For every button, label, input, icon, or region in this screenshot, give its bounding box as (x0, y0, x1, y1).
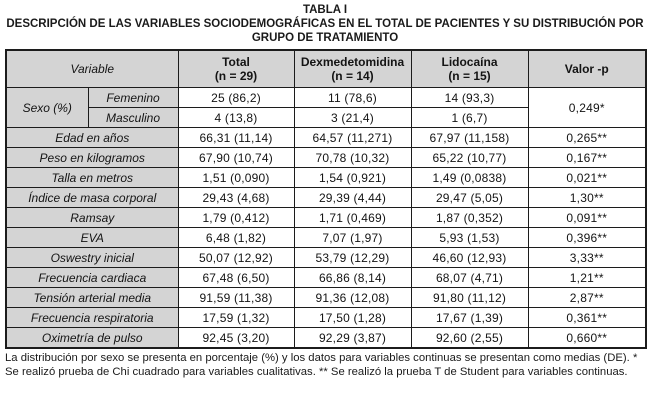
table-row-peso (6, 148, 646, 168)
cell-dex: 92,29 (3,87) (294, 328, 411, 349)
cell-sexo-pvalue: 0,249* (528, 88, 646, 128)
table-row-edad (6, 128, 646, 148)
cell-label: Frecuencia cardiaca (6, 268, 178, 288)
cell-dex: 1,71 (0,469) (294, 208, 411, 228)
cell-lido: 1,87 (0,352) (411, 208, 528, 228)
cell-total: 67,90 (10,74) (178, 148, 294, 168)
cell-pvalue: 1,21** (528, 268, 646, 288)
cell-dex: 29,39 (4,44) (294, 188, 411, 208)
cell-sexo-femenino-label: Femenino (88, 88, 178, 108)
footnote-statistical-tests: * Se realizó prueba de Chi cuadrado para variables cualitativas. ** Se realizó la prueba T de Student para variables continuas. (5, 352, 638, 378)
cell-dex: 70,78 (10,32) (294, 148, 411, 168)
cell-lido: 17,67 (1,39) (411, 308, 528, 328)
cell-sexo-label: Sexo (%) (6, 88, 88, 128)
cell-total: 92,45 (3,20) (178, 328, 294, 349)
cell-lido: 1,49 (0,0838) (411, 168, 528, 188)
header-variable: Variable (6, 50, 178, 88)
table-header-row (6, 50, 646, 88)
table-title-block (5, 3, 645, 45)
cell-lido: 91,80 (11,12) (411, 288, 528, 308)
header-pvalue: Valor -p (528, 50, 646, 88)
sociodemographic-table (5, 49, 647, 349)
cell-total: 29,43 (4,68) (178, 188, 294, 208)
cell-sexo-masculino-total: 4 (13,8) (178, 108, 294, 128)
header-total-name: Total (222, 55, 250, 69)
cell-sexo-masculino-lido: 1 (6,7) (411, 108, 528, 128)
cell-pvalue: 1,30** (528, 188, 646, 208)
cell-lido: 67,97 (11,158) (411, 128, 528, 148)
table-footnotes (5, 352, 649, 379)
cell-label: Talla en metros (6, 168, 178, 188)
cell-total: 50,07 (12,92) (178, 248, 294, 268)
cell-total: 17,59 (1,32) (178, 308, 294, 328)
header-dex-name: Dexmedetomidina (300, 55, 405, 69)
table-row-ramsay (6, 208, 646, 228)
header-lido-name: Lidocaína (441, 55, 498, 69)
cell-dex: 1,54 (0,921) (294, 168, 411, 188)
cell-total: 1,79 (0,412) (178, 208, 294, 228)
cell-dex: 66,86 (8,14) (294, 268, 411, 288)
cell-pvalue: 0,361** (528, 308, 646, 328)
header-lidocaina (411, 50, 528, 88)
cell-pvalue: 0,091** (528, 208, 646, 228)
cell-pvalue: 0,396** (528, 228, 646, 248)
cell-total: 67,48 (6,50) (178, 268, 294, 288)
cell-pvalue: 0,265** (528, 128, 646, 148)
cell-sexo-femenino-dex: 11 (78,6) (294, 88, 411, 108)
cell-sexo-femenino-total: 25 (86,2) (178, 88, 294, 108)
cell-pvalue: 0,660** (528, 328, 646, 349)
cell-lido: 92,60 (2,55) (411, 328, 528, 349)
cell-lido: 29,47 (5,05) (411, 188, 528, 208)
cell-dex: 53,79 (12,29) (294, 248, 411, 268)
cell-lido: 46,60 (12,93) (411, 248, 528, 268)
cell-label: Frecuencia respiratoria (6, 308, 178, 328)
table-row-eva (6, 228, 646, 248)
cell-pvalue: 0,167** (528, 148, 646, 168)
table-row-sexo-femenino (6, 88, 646, 108)
cell-lido: 5,93 (1,53) (411, 228, 528, 248)
table-row-oswestry (6, 248, 646, 268)
table-row-frecuencia-respiratoria (6, 308, 646, 328)
cell-dex: 91,36 (12,08) (294, 288, 411, 308)
cell-sexo-femenino-lido: 14 (93,3) (411, 88, 528, 108)
table-row-frecuencia-cardiaca (6, 268, 646, 288)
footnote-sex-distribution: La distribución por sexo se presenta en porcentaje (%) y los datos para variables continuas se presentan como medias (DE). (5, 352, 630, 364)
header-lido-n: (n = 15) (448, 69, 491, 83)
cell-dex: 17,50 (1,28) (294, 308, 411, 328)
table-row-tension-arterial (6, 288, 646, 308)
cell-total: 1,51 (0,090) (178, 168, 294, 188)
cell-dex: 64,57 (11,271) (294, 128, 411, 148)
cell-total: 66,31 (11,14) (178, 128, 294, 148)
table-row-oximetria (6, 328, 646, 349)
cell-sexo-masculino-label: Masculino (88, 108, 178, 128)
table-number: TABLA I (302, 4, 348, 16)
cell-lido: 65,22 (10,77) (411, 148, 528, 168)
cell-label: Edad en años (6, 128, 178, 148)
cell-sexo-masculino-dex: 3 (21,4) (294, 108, 411, 128)
header-dexmedetomidina (294, 50, 411, 88)
cell-label: EVA (6, 228, 178, 248)
header-total (178, 50, 294, 88)
cell-label: Ramsay (6, 208, 178, 228)
header-total-n: (n = 29) (214, 69, 258, 83)
cell-label: Índice de masa corporal (6, 188, 178, 208)
cell-total: 91,59 (11,38) (178, 288, 294, 308)
cell-pvalue: 0,021** (528, 168, 646, 188)
cell-label: Oximetría de pulso (6, 328, 178, 349)
cell-label: Tensión arterial media (6, 288, 178, 308)
table-caption: DESCRIPCIÓN DE LAS VARIABLES SOCIODEMOGRÁFICAS EN EL TOTAL DE PACIENTES Y SU DISTRIBUCIÓN POR GRUPO DE TRATAMIENTO (6, 18, 644, 44)
header-dex-n: (n = 14) (331, 69, 374, 83)
cell-label: Peso en kilogramos (6, 148, 178, 168)
cell-label: Oswestry inicial (6, 248, 178, 268)
table-row-imc (6, 188, 646, 208)
cell-lido: 68,07 (4,71) (411, 268, 528, 288)
cell-pvalue: 2,87** (528, 288, 646, 308)
cell-total: 6,48 (1,82) (178, 228, 294, 248)
cell-pvalue: 3,33** (528, 248, 646, 268)
table-row-talla (6, 168, 646, 188)
cell-dex: 7,07 (1,97) (294, 228, 411, 248)
